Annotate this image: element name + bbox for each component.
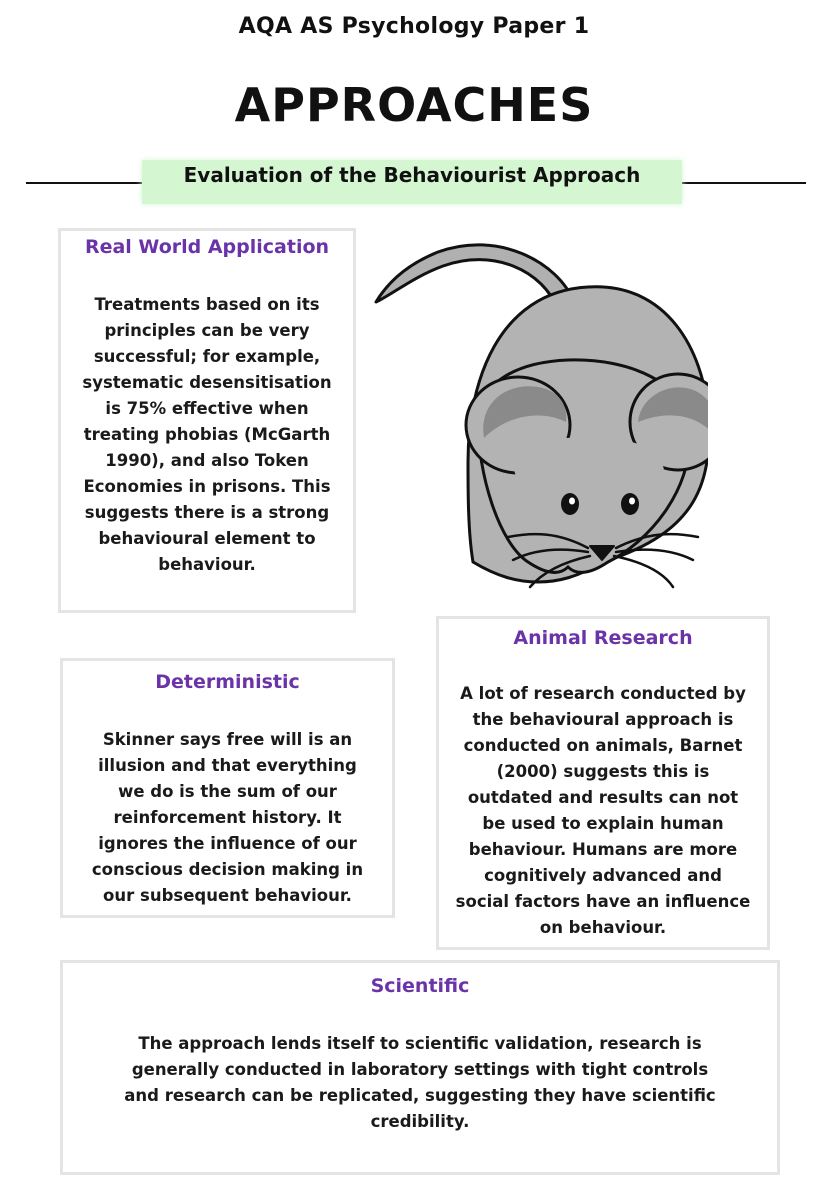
mouse-illustration [368,232,708,592]
card-scientific [60,960,780,1175]
mouse-eye-left [561,493,579,515]
card-title: Real World Application [84,236,330,258]
card-title: Scientific [370,975,470,997]
card-body: Skinner says free will is an illusion and that everything we do is the sum of our reinforcement history. It ignores the influence of our conscious decision making in our subsequent behaviour. [91,730,364,905]
page-title: APPROACHES [234,78,594,132]
divider-right [680,182,806,184]
card-deterministic [60,658,395,918]
card-title: Animal Research [513,627,693,649]
card-body: The approach lends itself to scientific validation, research is generally conducted in laboratory settings with tight controls and research can be replicated, suggesting they have scientific credibility. [124,1034,716,1131]
mouse-eye-left-shine [569,498,575,505]
card-body: Treatments based on its principles can be very successful; for example, systematic desensitisation is 75% effective when treating phobias (McGarth 1990), and also Token Economies in prisons. This suggests there is a strong behavioural element to behaviour. [82,295,332,574]
card-real-world-application [58,228,356,613]
section-banner: Evaluation of the Behaviourist Approach [142,160,682,204]
card-title: Deterministic [155,671,300,693]
divider-left [26,182,146,184]
document-subtitle: AQA AS Psychology Paper 1 [238,14,590,39]
mouse-eye-right-shine [629,498,635,505]
card-body: A lot of research conducted by the behavioural approach is conducted on animals, Barnet (2000) suggests this is outdated and results can not be used to explain human behaviour. Humans are more cognitively advanced and social factors have an influence on behaviour. [455,684,751,937]
card-animal-research [436,616,770,950]
mouse-eye-right [621,493,639,515]
